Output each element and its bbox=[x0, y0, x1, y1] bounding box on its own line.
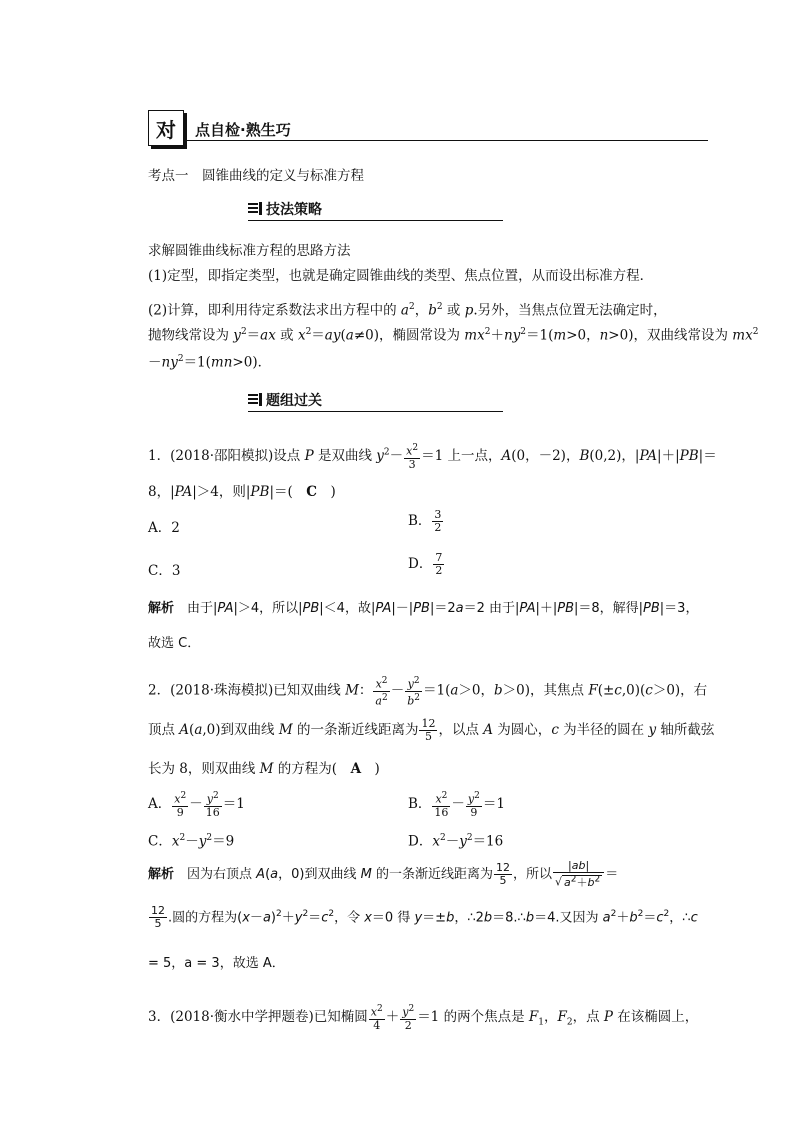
strategy-p2-line2: 抛物线常设为 $y^2=ax$ 或 $x^2=ay(a\ne 0)$，椭圆常设为 $mx^2+ny^2=1(m>0$，n>0)，双曲线常设为 $mx^2$ bbox=[148, 327, 759, 344]
section-icon bbox=[248, 202, 262, 216]
section-practice-label: 题组过关 bbox=[266, 393, 322, 409]
q1-option-c[interactable]: C．3 bbox=[148, 563, 181, 579]
topic-title: 考点一 圆锥曲线的定义与标准方程 bbox=[148, 168, 364, 184]
section-rule bbox=[248, 220, 503, 221]
header-badge-char: 对 bbox=[156, 117, 176, 142]
q1-line1: 1．(2018·邵阳模拟)设点 P 是双曲线 $y^2-$ $\frac{x^2}{3}$ ＝1 上一点，A(0，－2)，B(0,2)，|PA|＋|PB|＝ bbox=[148, 443, 717, 471]
strategy-p2-line1: (2)计算，即利用待定系数法求出方程中的 $a^2$，$b^2$ 或 p.另外，当焦点位置无法确定时， bbox=[148, 302, 667, 319]
q2-option-d[interactable]: D．$x^2-y^2=16$ bbox=[408, 833, 504, 850]
q3-line1: 3．(2018·衡水中学押题卷)已知椭圆 $\frac{x^2}{4}$ ＋ $\frac{y^2}{2}$ ＝1 的两个焦点是 $F_1$，$F_2$，点 P 在该椭圆上， bbox=[148, 1004, 699, 1032]
q2-line3: 长为 8，则双曲线 M 的方程为( A ) bbox=[148, 761, 380, 777]
section-strategy-label: 技法策略 bbox=[266, 202, 322, 218]
q2-answer: A bbox=[350, 761, 362, 777]
q1-answer: C bbox=[306, 484, 318, 500]
q1-line2: 8，|PA|＞4，则|PB|＝( C ) bbox=[148, 484, 336, 500]
q1-analysis-line2: 故选 C． bbox=[148, 636, 201, 651]
q1-option-d[interactable]: D． $\frac{7}{2}$ bbox=[408, 551, 443, 577]
q2-analysis-line1: 解析 因为右顶点 A(a，0)到双曲线 M 的一条渐近线距离为 $\frac{12}{5}$ ，所以 $\frac{|ab|}{√ a^2+b^2}$ ＝ bbox=[148, 859, 619, 889]
header-title: 点自检·熟生巧 bbox=[195, 121, 291, 139]
strategy-heading: 求解圆锥曲线标准方程的思路方法 bbox=[148, 243, 351, 259]
section-icon bbox=[248, 393, 262, 407]
q1-option-b[interactable]: B． $\frac{3}{2}$ bbox=[408, 508, 442, 534]
header-rule bbox=[186, 140, 708, 141]
q2-option-b[interactable]: B． $\frac{x^2}{16}$ － $\frac{y^2}{9}$ ＝1 bbox=[408, 791, 505, 819]
section-practice bbox=[248, 390, 322, 410]
q2-option-c[interactable]: C．$x^2-y^2=9$ bbox=[148, 833, 235, 850]
strategy-p2-line3: $-ny^2=1(mn>0)$． bbox=[148, 354, 272, 371]
q2-line1: 2．(2018·珠海模拟)已知双曲线 M： $\frac{x^2}{a^2}$ － $\frac{y^2}{b^2}$ ＝1(a＞0，b＞0)，其焦点 F(±c,0)(c＞0)，右 bbox=[148, 676, 708, 708]
q2-analysis-line2: $\frac{12}{5}$ .圆的方程为$(x-a)^2+y^2=c^2$，令 x＝0 得 y＝±b，∴2b＝8.∴b＝4.又因为 $a^2+b^2=c^2$，∴c bbox=[151, 904, 698, 931]
q2-analysis-line3: = 5，a = 3，故选 A． bbox=[148, 956, 285, 971]
q2-option-a[interactable]: A． $\frac{x^2}{9}$ － $\frac{y^2}{16}$ ＝1 bbox=[148, 791, 245, 819]
section-rule bbox=[248, 411, 503, 412]
section-strategy bbox=[248, 199, 322, 219]
strategy-p1: (1)定型，即指定类型，也就是确定圆锥曲线的类型、焦点位置，从而设出标准方程． bbox=[148, 268, 654, 284]
header-badge bbox=[148, 110, 184, 146]
q2-line2: 顶点 A(a,0)到双曲线 M 的一条渐近线距离为 $\frac{12}{5}$ ，以点 A 为圆心，c 为半径的圆在 y 轴所截弦 bbox=[148, 717, 715, 743]
q1-option-a[interactable]: A．2 bbox=[148, 520, 180, 536]
q1-analysis-line1: 解析 由于|PA|＞4，所以|PB|＜4，故|PA|－|PB|＝2a＝2 由于|PA|＋|PB|＝8，解得|PB|＝3， bbox=[148, 601, 699, 616]
